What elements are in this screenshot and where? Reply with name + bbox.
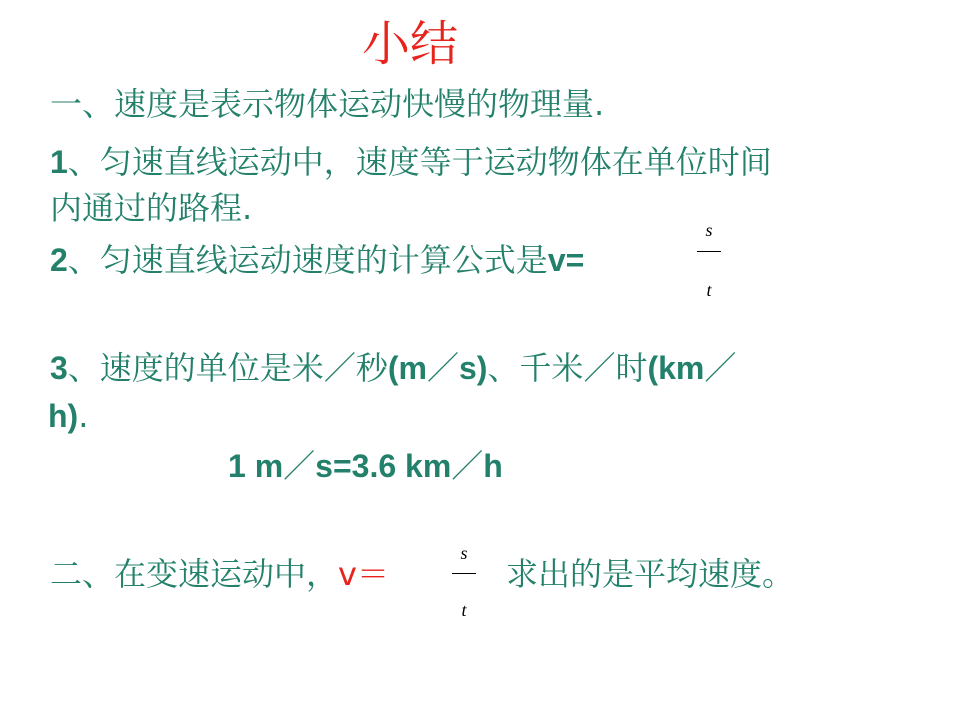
point-three-text-a: 、速度的单位是米 bbox=[67, 349, 324, 387]
slide-title: 小结 bbox=[362, 16, 459, 72]
unit-conversion bbox=[228, 444, 503, 488]
speed-fraction bbox=[697, 220, 721, 300]
fraction-bar bbox=[452, 573, 476, 574]
fraction-denominator: t bbox=[461, 600, 467, 620]
fraction-numerator: s bbox=[460, 543, 468, 563]
point-three-text-d: 时 bbox=[615, 349, 648, 387]
point-three-line2 bbox=[48, 394, 88, 438]
conversion-left: 1 m bbox=[228, 448, 284, 484]
point-one-line2: 内通过的路程. bbox=[50, 189, 253, 227]
slash: ／ bbox=[283, 447, 316, 485]
point-one-number: 1 bbox=[50, 144, 68, 180]
unit-h: h) bbox=[48, 398, 79, 434]
slash: ／ bbox=[323, 349, 356, 387]
point-two-number: 2 bbox=[50, 242, 68, 278]
section-two-prefix: 二、在变速运动中， bbox=[50, 555, 339, 593]
point-three-line1 bbox=[50, 346, 736, 390]
point-two-text: 、匀速直线运动速度的计算公式是 bbox=[67, 241, 548, 279]
fraction-numerator: s bbox=[705, 220, 713, 240]
conversion-right: h bbox=[483, 448, 503, 484]
fraction-bar bbox=[697, 251, 721, 252]
slash: ／ bbox=[451, 447, 484, 485]
section-two-formula: v＝ bbox=[338, 555, 389, 593]
point-one-line1 bbox=[50, 140, 772, 184]
slash: ／ bbox=[583, 349, 616, 387]
conversion-middle: s=3.6 km bbox=[315, 448, 452, 484]
point-two-line bbox=[50, 238, 584, 282]
fraction-denominator: t bbox=[706, 280, 712, 300]
unit-s: s) bbox=[458, 350, 488, 386]
unit-m: (m bbox=[387, 350, 427, 386]
period: . bbox=[78, 397, 89, 435]
section-one-text: 一、速度是表示物体运动快慢的物理量. bbox=[50, 85, 605, 123]
point-three-number: 3 bbox=[50, 350, 68, 386]
point-three-text-c: 、千米 bbox=[487, 349, 584, 387]
section-two-suffix: 求出的是平均速度。 bbox=[506, 555, 795, 593]
point-three-text-b: 秒 bbox=[355, 349, 388, 387]
average-speed-fraction bbox=[452, 543, 476, 623]
unit-km: (km bbox=[647, 350, 705, 386]
slash: ／ bbox=[426, 349, 459, 387]
point-two-formula: v= bbox=[547, 242, 585, 278]
section-two-line bbox=[50, 552, 389, 596]
slash: ／ bbox=[704, 349, 737, 387]
point-one-text: 、匀速直线运动中，速度等于运动物体在单位时间 bbox=[67, 143, 772, 181]
